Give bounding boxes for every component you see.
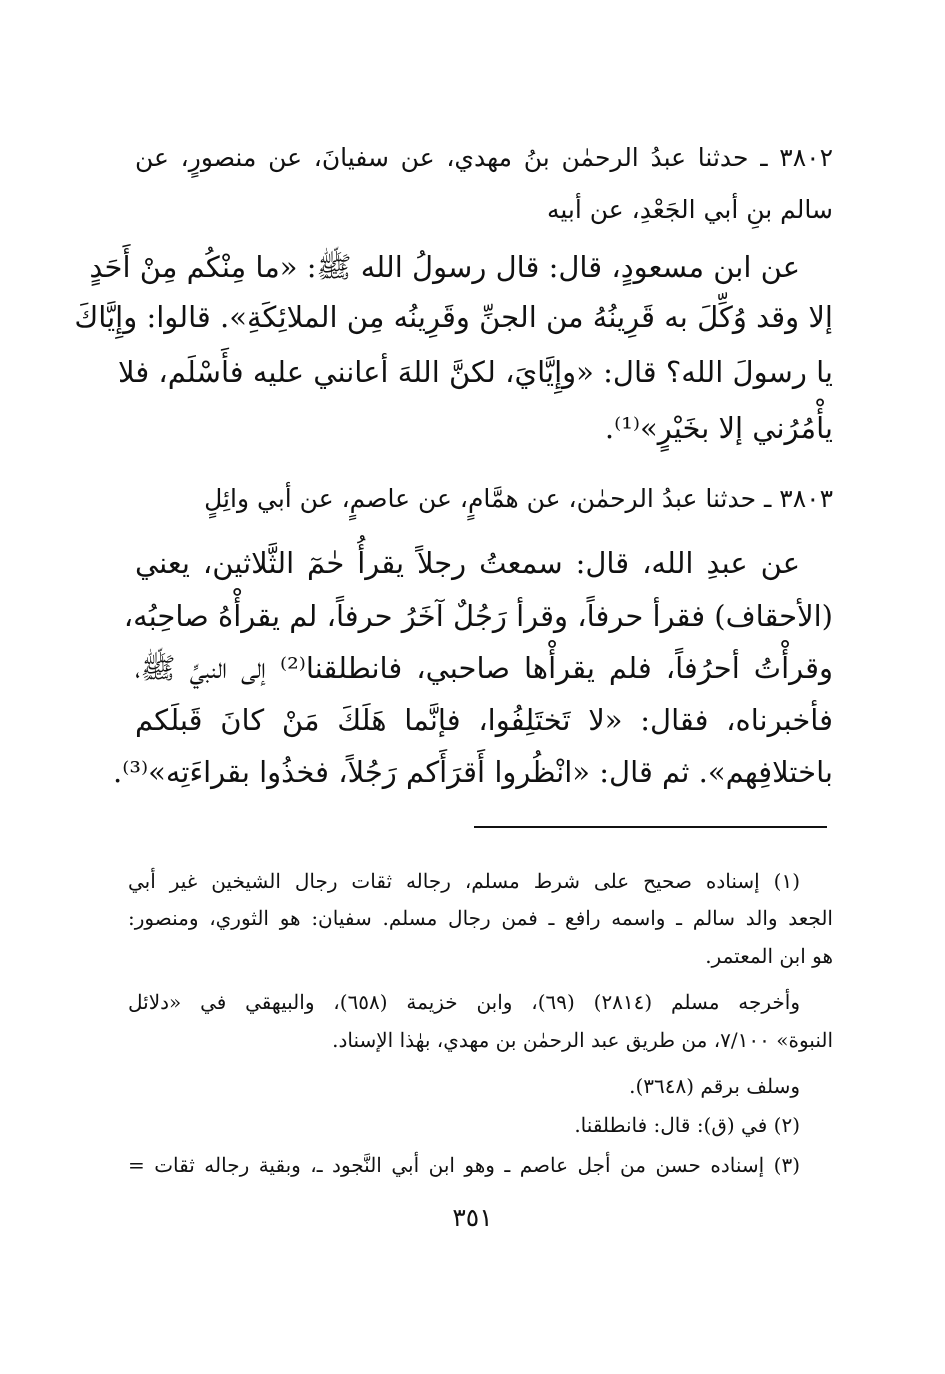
footnote-1-line-3: هو ابن المعتمر. xyxy=(705,944,833,968)
footnote-separator xyxy=(474,826,827,828)
page-number: ٣٥١ xyxy=(452,1203,493,1232)
hadith-3802-header-line-1: ٣٨٠٢ ـ حدثنا عبدُ الرحمٰن بنُ مهدي، عن سفيانَ، عن منصورٍ، عن xyxy=(135,143,833,172)
hadith-3803-body-line-4: فأخبرناه، فقال: «لا تَختَلِفُوا، فإنَّما هَلَكَ مَنْ كانَ قَبلَكم xyxy=(135,703,833,737)
hadith-3803-body-line-3: وقرأْتُ أحرُفاً، فلم يقرأْها صاحبي، فانطلقنا⁽²⁾ إلى النبيِّ ﷺ، xyxy=(135,651,833,685)
hadith-3802-body-line-4: يأْمُرُني إلا بخَيْرٍ»⁽¹⁾. xyxy=(604,411,833,445)
hadith-3802-body-line-1: عن ابن مسعودٍ، قال: قال رسولُ الله ﷺ: «ما مِنْكُم مِنْ أَحَدٍ xyxy=(89,250,800,284)
footnote-1b-line-1: وأخرجه مسلم (٢٨١٤) (٦٩)، وابن خزيمة (٦٥٨)، والبيهقي في «دلائل xyxy=(128,990,801,1014)
footnote-1c-line-1: وسلف برقم (٣٦٤٨). xyxy=(629,1074,800,1098)
hadith-3803-header-line-1: ٣٨٠٣ ـ حدثنا عبدُ الرحمٰن، عن همَّامٍ، عن عاصمٍ، عن أبي وائِلٍ xyxy=(204,484,833,513)
footnote-1-line-2: الجعد والد سالم ـ واسمه رافع ـ فمن رجال مسلم. سفيان: هو الثوري، ومنصور: xyxy=(128,906,833,930)
footnote-3-line-1: (٣) إسناده حسن من أجل عاصم ـ وهو ابن أبي النَّجود ـ، وبقية رجاله ثقات = xyxy=(128,1153,800,1177)
footnote-2-line-1: (٢) في (ق): قال: فانطلقنا. xyxy=(574,1113,800,1137)
hadith-3802-body-line-2: إلا وقد وُكِّلَ به قَرِينُهُ من الجنِّ وقَرِينُه مِن الملائِكَةِ». قالوا: وإِيَّاكَ xyxy=(74,300,833,334)
footnote-1-line-1: (١) إسناده صحيح على شرط مسلم، رجاله ثقات رجال الشيخين غير أبي xyxy=(128,869,800,893)
hadith-3802-body-line-3: يا رسولَ الله؟ قال: «وإِيَّايَ، لكنَّ اللهَ أعانني عليه فأَسْلَم، فلا xyxy=(118,355,833,389)
hadith-3803-body-line-2: (الأحقاف) فقرأ حرفاً، وقرأ رَجُلٌ آخَرُ حرفاً، لم يقرأْهُ صاحِبُه، xyxy=(123,599,833,633)
hadith-3803-body-line-1: عن عبدِ الله، قال: سمعتُ رجلاً يقرأُ حٰمٓ الثَّلاثين، يعني xyxy=(135,546,800,580)
hadith-3802-header-line-2: سالم بنِ أبي الجَعْدِ، عن أبيه xyxy=(546,195,833,224)
footnote-1b-line-2: النبوة» ٧/١٠٠، من طريق عبد الرحمٰن بن مهدي، بهٰذا الإسناد. xyxy=(332,1028,833,1052)
hadith-3803-body-line-5: باختلافِهم». ثم قال: «انْظُروا أَقرَأَكم رَجُلاً، فخذُوا بقراءَتِه»⁽³⁾. xyxy=(113,755,833,789)
